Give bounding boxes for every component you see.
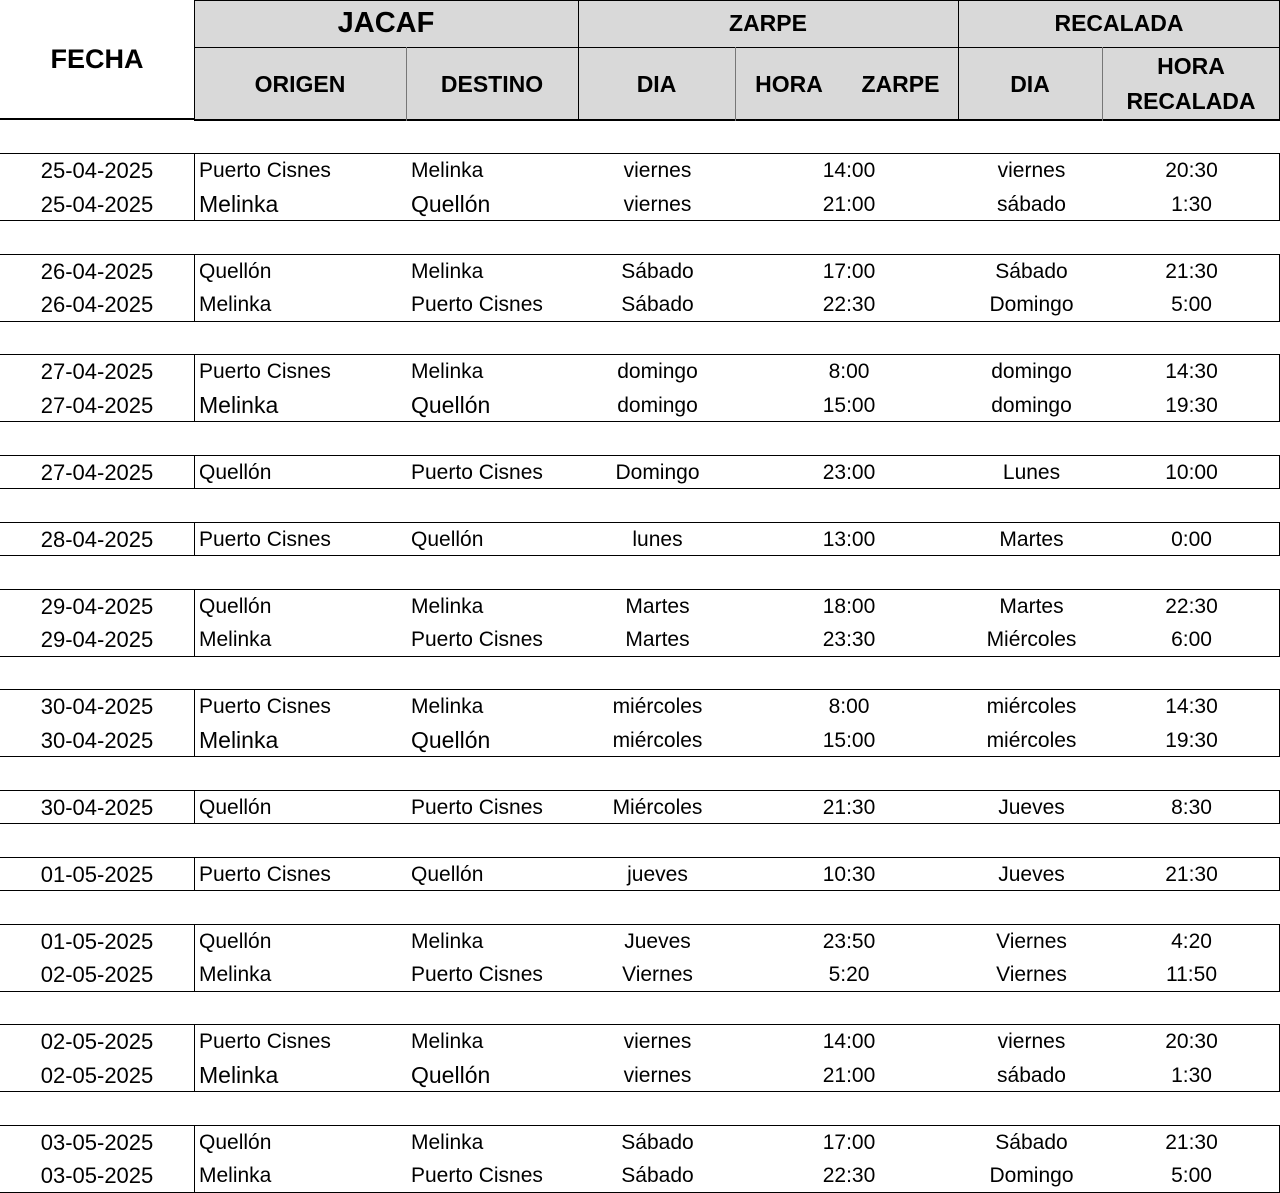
row-fecha: 28-04-2025	[40, 526, 154, 552]
row-destino: Quellón	[411, 862, 484, 886]
row-hora-recalada: 5:00	[1171, 1164, 1212, 1187]
row-hora-recalada: 19:30	[1165, 728, 1218, 752]
row-dia-zarpe: Sábado	[621, 259, 694, 283]
row-hora-recalada: 1:30	[1171, 192, 1212, 216]
header-fecha: FECHA	[0, 0, 194, 120]
row-destino: Melinka	[411, 929, 484, 953]
row-hora-recalada: 22:30	[1165, 594, 1218, 618]
schedule-group	[0, 1125, 1280, 1193]
row-hora-zarpe: 21:00	[822, 1063, 876, 1087]
row-dia-zarpe: miércoles	[612, 728, 703, 752]
row-fecha: 30-04-2025	[40, 727, 154, 753]
row-hora-zarpe: 18:00	[822, 594, 876, 618]
row-dia-recalada: domingo	[991, 393, 1072, 417]
row-dia-zarpe: Sábado	[621, 1164, 694, 1187]
row-dia-zarpe: Domingo	[615, 460, 700, 484]
schedule-group	[0, 153, 1280, 221]
row-fecha: 25-04-2025	[40, 191, 154, 217]
table-header	[0, 0, 1280, 121]
row-destino: Melinka	[411, 695, 484, 718]
row-dia-recalada: Jueves	[998, 795, 1065, 819]
row-fecha: 29-04-2025	[40, 627, 154, 652]
row-dia-zarpe: Miércoles	[612, 795, 703, 819]
header-dia-zarpe: DIA	[636, 70, 677, 97]
header-jacaf: JACAF	[337, 7, 435, 39]
table-row	[0, 690, 1280, 723]
schedule-group	[0, 924, 1280, 992]
row-fecha: 30-04-2025	[40, 694, 154, 719]
row-dia-zarpe: Martes	[625, 628, 690, 651]
row-destino: Quellón	[411, 391, 491, 418]
header-hora-recalada: HORA RECALADA	[1126, 53, 1256, 114]
row-fecha: 26-04-2025	[40, 292, 154, 317]
table-row	[0, 958, 1280, 991]
table-row	[0, 791, 1280, 824]
row-origen: Puerto Cisnes	[199, 360, 331, 383]
row-hora-zarpe: 21:30	[822, 795, 876, 819]
row-origen: Puerto Cisnes	[199, 695, 331, 718]
row-hora-zarpe: 13:00	[822, 527, 876, 551]
row-dia-zarpe: domingo	[617, 393, 698, 417]
schedule-group	[0, 354, 1280, 422]
row-origen: Puerto Cisnes	[199, 1030, 331, 1053]
row-hora-zarpe: 14:00	[822, 1030, 876, 1053]
row-dia-zarpe: Jueves	[624, 929, 691, 953]
table-row	[0, 724, 1280, 757]
schedule-group	[0, 522, 1280, 557]
row-dia-recalada: viernes	[997, 159, 1066, 182]
schedule-group	[0, 790, 1280, 825]
table-row	[0, 255, 1280, 288]
row-origen: Melinka	[199, 293, 272, 316]
row-dia-recalada: Lunes	[1002, 460, 1061, 484]
schedule-group	[0, 254, 1280, 322]
table-row	[0, 523, 1280, 556]
row-dia-recalada: Miércoles	[986, 628, 1077, 651]
schedule-group	[0, 857, 1280, 892]
row-destino: Melinka	[411, 159, 484, 182]
schedule-group	[0, 589, 1280, 657]
schedule-group	[0, 455, 1280, 490]
row-destino: Puerto Cisnes	[411, 293, 543, 316]
schedule-group	[0, 689, 1280, 757]
row-hora-zarpe: 22:30	[822, 1164, 876, 1187]
row-dia-recalada: Viernes	[996, 963, 1067, 986]
row-dia-zarpe: domingo	[617, 360, 698, 383]
row-hora-recalada: 19:30	[1165, 393, 1218, 417]
row-hora-zarpe: 23:50	[822, 929, 876, 953]
row-hora-zarpe: 17:00	[822, 1130, 876, 1154]
row-destino: Puerto Cisnes	[411, 963, 543, 986]
row-hora-recalada: 5:00	[1171, 293, 1212, 316]
table-row	[0, 590, 1280, 623]
row-fecha: 02-05-2025	[40, 1029, 154, 1054]
row-hora-zarpe: 5:20	[828, 963, 870, 986]
row-origen: Melinka	[199, 963, 272, 986]
row-origen: Melinka	[199, 726, 279, 753]
row-dia-recalada: miércoles	[986, 695, 1077, 718]
row-fecha: 01-05-2025	[40, 928, 154, 954]
row-origen: Quellón	[199, 594, 272, 618]
row-fecha: 30-04-2025	[40, 794, 154, 820]
row-fecha: 27-04-2025	[40, 459, 154, 485]
row-hora-zarpe: 23:00	[822, 460, 876, 484]
row-destino: Melinka	[411, 1130, 484, 1154]
row-destino: Puerto Cisnes	[411, 628, 543, 651]
row-fecha: 27-04-2025	[40, 392, 154, 418]
row-destino: Quellón	[411, 726, 491, 753]
row-hora-recalada: 6:00	[1171, 628, 1212, 651]
table-row	[0, 858, 1280, 891]
row-dia-recalada: Jueves	[998, 862, 1065, 886]
table-row	[0, 288, 1280, 321]
row-hora-recalada: 21:30	[1165, 862, 1218, 886]
row-origen: Melinka	[199, 628, 272, 651]
row-hora-zarpe: 23:30	[822, 628, 876, 651]
row-origen: Quellón	[199, 1130, 272, 1154]
row-origen: Quellón	[199, 795, 272, 819]
header-zarpe-sub: ZARPE	[861, 70, 940, 97]
header-dia-recalada: DIA	[1010, 70, 1050, 97]
row-dia-zarpe: viernes	[623, 1063, 692, 1087]
row-dia-recalada: Sábado	[995, 259, 1068, 283]
row-dia-recalada: Viernes	[996, 929, 1067, 953]
row-dia-zarpe: viernes	[623, 159, 692, 182]
header-hora: HORA	[755, 70, 823, 97]
row-dia-recalada: Domingo	[989, 293, 1074, 316]
row-origen: Melinka	[199, 1164, 272, 1187]
row-dia-zarpe: miércoles	[612, 695, 703, 718]
row-hora-recalada: 8:30	[1171, 795, 1212, 819]
row-dia-zarpe: jueves	[627, 862, 688, 886]
row-destino: Melinka	[411, 360, 484, 383]
row-hora-recalada: 14:30	[1165, 695, 1218, 718]
row-origen: Puerto Cisnes	[199, 159, 331, 182]
row-dia-recalada: Sábado	[995, 1130, 1068, 1154]
row-destino: Melinka	[411, 259, 484, 283]
row-hora-recalada: 0:00	[1171, 527, 1212, 551]
row-origen: Puerto Cisnes	[199, 862, 331, 886]
table-row	[0, 1025, 1280, 1058]
row-hora-zarpe: 8:00	[828, 360, 870, 383]
row-hora-recalada: 21:30	[1165, 259, 1218, 283]
row-dia-recalada: sábado	[997, 192, 1066, 216]
row-dia-zarpe: Sábado	[621, 293, 694, 316]
row-dia-recalada: Domingo	[989, 1164, 1074, 1187]
table-row	[0, 1059, 1280, 1092]
row-hora-zarpe: 10:30	[822, 862, 876, 886]
row-hora-recalada: 10:00	[1165, 460, 1218, 484]
row-fecha: 02-05-2025	[40, 1062, 154, 1088]
row-dia-recalada: Martes	[999, 527, 1064, 551]
row-fecha: 25-04-2025	[40, 158, 154, 183]
row-destino: Puerto Cisnes	[411, 460, 543, 484]
row-hora-recalada: 4:20	[1171, 929, 1212, 953]
table-row	[0, 355, 1280, 388]
schedule-group	[0, 1024, 1280, 1092]
row-hora-recalada: 20:30	[1165, 1030, 1218, 1053]
row-destino: Puerto Cisnes	[411, 1164, 543, 1187]
row-hora-recalada: 20:30	[1165, 159, 1218, 182]
row-dia-recalada: viernes	[997, 1030, 1066, 1053]
table-row	[0, 1126, 1280, 1159]
row-dia-zarpe: lunes	[632, 527, 683, 551]
row-hora-recalada: 14:30	[1165, 360, 1218, 383]
row-fecha: 26-04-2025	[40, 258, 154, 284]
table-row	[0, 456, 1280, 489]
table-row	[0, 154, 1280, 187]
row-fecha: 01-05-2025	[40, 861, 154, 887]
row-fecha: 02-05-2025	[40, 962, 154, 987]
row-hora-zarpe: 15:00	[822, 393, 876, 417]
header-origen: ORIGEN	[254, 70, 346, 97]
table-row	[0, 1159, 1280, 1192]
row-hora-recalada: 21:30	[1165, 1130, 1218, 1154]
row-destino: Puerto Cisnes	[411, 795, 543, 819]
row-origen: Melinka	[199, 190, 279, 217]
table-row	[0, 389, 1280, 422]
header-zarpe: ZARPE	[729, 10, 807, 36]
row-fecha: 27-04-2025	[40, 359, 154, 384]
row-origen: Quellón	[199, 259, 272, 283]
row-hora-zarpe: 17:00	[822, 259, 876, 283]
row-origen: Melinka	[199, 391, 279, 418]
row-fecha: 29-04-2025	[40, 593, 154, 619]
row-hora-recalada: 1:30	[1171, 1063, 1212, 1087]
row-hora-zarpe: 8:00	[828, 695, 870, 718]
row-dia-zarpe: Martes	[625, 594, 690, 618]
row-origen: Puerto Cisnes	[199, 527, 331, 551]
row-dia-recalada: sábado	[997, 1063, 1066, 1087]
table-row	[0, 623, 1280, 656]
row-fecha: 03-05-2025	[40, 1163, 154, 1188]
row-origen: Melinka	[199, 1061, 279, 1088]
row-hora-zarpe: 14:00	[822, 159, 876, 182]
row-dia-zarpe: Sábado	[621, 1130, 694, 1154]
row-fecha: 03-05-2025	[40, 1129, 154, 1155]
row-destino: Quellón	[411, 190, 491, 217]
row-dia-recalada: miércoles	[986, 728, 1077, 752]
row-dia-zarpe: Viernes	[622, 963, 693, 986]
row-hora-zarpe: 22:30	[822, 293, 876, 316]
row-dia-zarpe: viernes	[623, 1030, 692, 1053]
header-destino: DESTINO	[440, 70, 544, 97]
table-row	[0, 188, 1280, 221]
header-recalada: RECALADA	[1054, 10, 1184, 36]
row-destino: Quellón	[411, 527, 484, 551]
row-origen: Quellón	[199, 929, 272, 953]
row-destino: Quellón	[411, 1061, 491, 1088]
row-destino: Melinka	[411, 1030, 484, 1053]
row-hora-zarpe: 15:00	[822, 728, 876, 752]
row-hora-recalada: 11:50	[1166, 963, 1217, 986]
row-origen: Quellón	[199, 460, 272, 484]
row-dia-zarpe: viernes	[623, 192, 692, 216]
row-destino: Melinka	[411, 594, 484, 618]
row-dia-recalada: Martes	[999, 594, 1064, 618]
row-dia-recalada: domingo	[991, 360, 1072, 383]
table-row	[0, 925, 1280, 958]
row-hora-zarpe: 21:00	[822, 192, 876, 216]
